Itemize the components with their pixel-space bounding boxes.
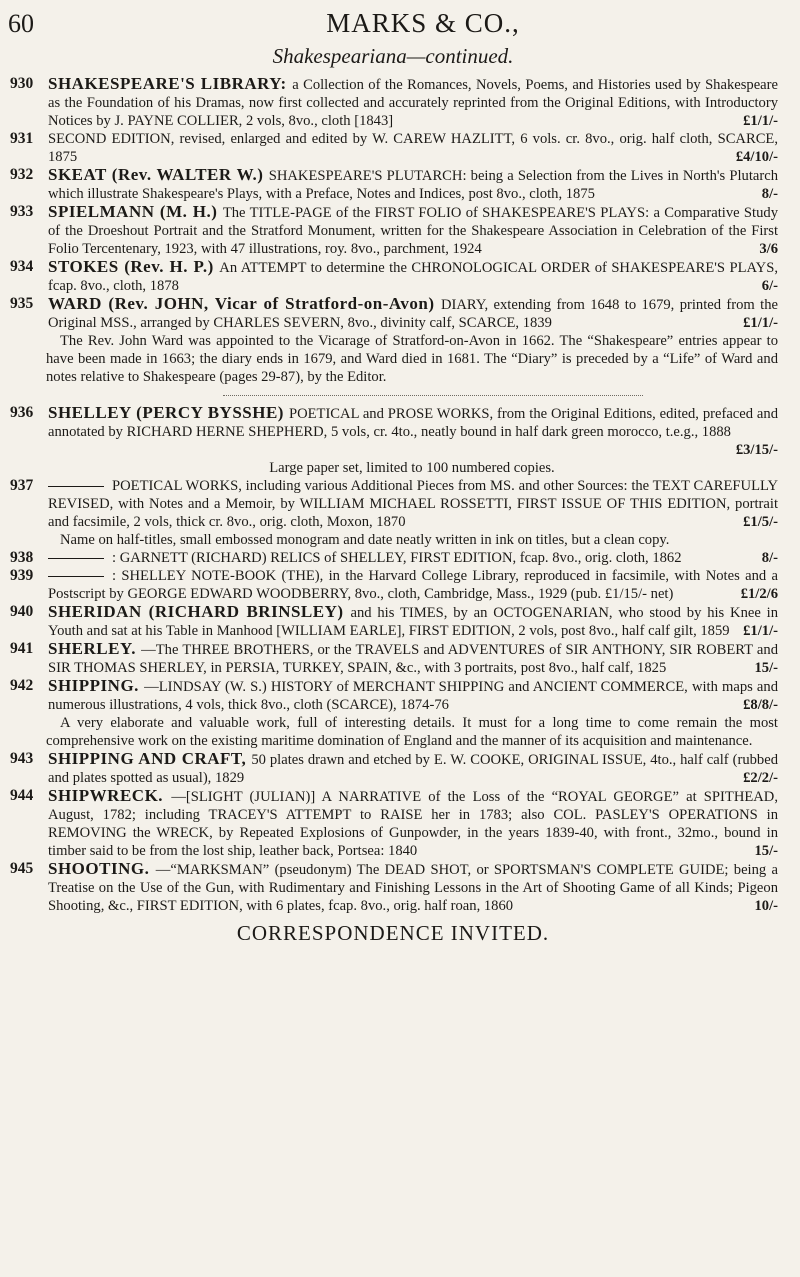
catalogue-entry xyxy=(8,640,778,677)
section-divider xyxy=(8,386,778,404)
lot-number: 942 xyxy=(10,677,34,694)
entry-heading: SHERIDAN (RICHARD BRINSLEY) xyxy=(48,602,351,621)
catalogue-entry xyxy=(8,567,778,603)
lot-number: 943 xyxy=(10,750,34,767)
entry-price: 6/- xyxy=(761,278,778,294)
catalogue-entry xyxy=(8,787,778,860)
entry-price: 15/- xyxy=(754,843,778,859)
catalogue-entry xyxy=(8,258,778,295)
entry-price: 10/- xyxy=(754,898,778,914)
entry-note: Name on half-titles, small embossed monogram and date neatly written in ink on titles, but a clean copy. xyxy=(60,532,670,548)
entry-heading: STOKES (Rev. H. P.) xyxy=(48,257,220,276)
entry-heading: SHAKESPEARE'S LIBRARY: xyxy=(48,74,293,93)
entry-heading: SHIPPING. xyxy=(48,676,145,695)
ditto-rule xyxy=(48,558,104,559)
entry-heading: SHERLEY. xyxy=(48,639,142,658)
lot-number: 932 xyxy=(10,166,34,183)
entry-text xyxy=(48,203,778,258)
entry-description: : GARNETT (RICHARD) RELICS of SHELLEY, FIRST EDITION, fcap. 8vo., orig. cloth, 1862 xyxy=(112,550,682,566)
entry-heading: SHELLEY (PERCY BYSSHE) xyxy=(48,403,289,422)
entry-price: 8/- xyxy=(761,550,778,566)
catalogue-entry xyxy=(8,860,778,915)
entry-price: 15/- xyxy=(754,660,778,676)
entry-description: —[SLIGHT (JULIAN)] A NARRATIVE of the Loss of the “ROYAL GEORGE” at SPITHEAD, August, 1782; including TRACEY'S ATTEMPT to RAISE her in 1783; also COL. PASLEY'S OPERATIONS in REMOVING the WRECK, by Repeated Explosions of Gunpowder, in the years 1839-40, with front., 32mo., bound in timber said to be from the lost ship, leather back, Portsea: 1840 xyxy=(48,789,778,859)
catalogue-entry xyxy=(8,130,778,166)
entry-price: £1/1/- xyxy=(743,623,778,639)
section-title: Shakespeariana—continued. xyxy=(272,44,514,68)
entry-description: DIARY, extending from 1648 to 1679, printed from the Original MSS., arranged by CHARLES SEVERN, 8vo., divinity calf, SCARCE, 1839 xyxy=(48,297,778,331)
lot-number: 933 xyxy=(10,203,34,220)
catalogue-entry xyxy=(8,603,778,640)
lot-number: 940 xyxy=(10,603,34,620)
entry-text xyxy=(48,258,778,295)
entry-text xyxy=(48,640,778,677)
running-head xyxy=(8,8,778,42)
entry-description: The TITLE-PAGE of the FIRST FOLIO of SHAKESPEARE'S PLAYS: a Comparative Study of the Droeshout Portrait and the Stratford Monument, written for the Shakespeare Association in Celebration of the First Folio Tercentenary, 1923, with 47 illustrations, roy. 8vo., parchment, 1924 xyxy=(48,205,778,257)
entry-description: —LINDSAY (W. S.) HISTORY of MERCHANT SHIPPING and ANCIENT COMMERCE, with maps and numerous illustrations, 4 vols, thick 8vo., cloth (SCARCE), 1874-76 xyxy=(48,679,778,713)
catalogue-entry xyxy=(8,295,778,332)
lot-number: 931 xyxy=(10,130,34,147)
entry-text xyxy=(48,477,778,531)
entry-text xyxy=(48,787,778,860)
entry-description: and his TIMES, by an OCTOGENARIAN, who stood by his Knee in Youth and sat at his Table in Manhood [WILLIAM EARLE], FIRST EDITION, 2 vols, post 8vo., half calf gilt, 1859 xyxy=(48,605,779,639)
entry-note: A very elaborate and valuable work, full of interesting details. It must for a long time to come remain the most comprehensive work on the existing maritime domination of England and the manner of its acquisition and maintenance. xyxy=(46,715,778,749)
catalogue-entry xyxy=(8,166,778,203)
entry-heading: SHIPPING AND CRAFT, xyxy=(48,749,252,768)
entry-description: An ATTEMPT to determine the CHRONOLOGICAL ORDER of SHAKESPEARE'S PLAYS, fcap. 8vo., cloth, 1878 xyxy=(48,260,778,294)
catalogue-entry xyxy=(8,549,778,567)
entry-description: —“MARKSMAN” (pseudonym) The DEAD SHOT, or SPORTSMAN'S COMPLETE GUIDE; being a Treatise on the Use of the Gun, with Rudimentary and Finishing Lessons in the Art of Shooting Game of all Kinds; Pigeon Shooting, &c., FIRST EDITION, with 6 plates, fcap. 8vo., orig. half roan, 1860 xyxy=(48,862,778,914)
entry-price: £8/8/- xyxy=(743,697,778,713)
lot-number: 941 xyxy=(10,640,34,657)
entry-price: £2/2/- xyxy=(743,770,778,786)
catalogue-entry xyxy=(8,404,778,459)
catalogue-entry xyxy=(8,477,778,531)
entry-text xyxy=(48,75,778,130)
lot-number: 937 xyxy=(10,477,34,494)
entry-heading: SHOOTING. xyxy=(48,859,156,878)
entry-description: 50 plates drawn and etched by E. W. COOKE, ORIGINAL ISSUE, 4to., half calf (rubbed and plates spotted as usual), 1829 xyxy=(48,752,778,786)
entry-price: 3/6 xyxy=(759,241,778,257)
entry-text xyxy=(48,677,778,714)
entry-note: Large paper set, limited to 100 numbered copies. xyxy=(269,460,555,476)
ditto-rule xyxy=(48,576,104,577)
lot-number: 934 xyxy=(10,258,34,275)
entry-heading: SHIPWRECK. xyxy=(48,786,172,805)
entry-text xyxy=(48,860,778,915)
entry-description: SHAKESPEARE'S PLUTARCH: being a Selection from the Lives in North's Plutarch which illustrate Shakespeare's Plays, with a Preface, Notes and Indices, post 8vo., cloth, 1875 xyxy=(48,168,778,202)
lot-number: 935 xyxy=(10,295,34,312)
lot-number: 930 xyxy=(10,75,34,92)
ditto-rule xyxy=(48,486,104,487)
page-number: 60 xyxy=(8,9,34,38)
lot-number: 938 xyxy=(10,549,34,566)
entry-note: The Rev. John Ward was appointed to the Vicarage of Stratford-on-Avon in 1662. The “Shakespeare” entries appear to have been made in 1663; the diary ends in 1679, and Ward died in 1681. The “Diary” is preceded by a “Life” of Ward and notes relative to Shakespeare (pages 29-87), by the Editor. xyxy=(46,333,778,385)
entry-price: £3/15/- xyxy=(735,442,778,458)
entry-description: SECOND EDITION, revised, enlarged and edited by W. CAREW HAZLITT, 6 vols. cr. 8vo., orig. half cloth, SCARCE, 1875 xyxy=(48,131,778,165)
entry-text xyxy=(48,404,778,459)
entry-text xyxy=(48,166,778,203)
entry-heading: SKEAT (Rev. WALTER W.) xyxy=(48,165,269,184)
entry-description: —The THREE BROTHERS, or the TRAVELS and ADVENTURES of SIR ANTHONY, SIR ROBERT and SIR THOMAS SHERLEY, in PERSIA, TURKEY, SPAIN, &c., with 3 portraits, post 8vo., half calf, 1825 xyxy=(48,642,779,676)
entry-price: £1/1/- xyxy=(743,315,778,331)
entry-text xyxy=(48,130,778,166)
lot-number: 936 xyxy=(10,404,34,421)
entry-description: POETICAL and PROSE WORKS, from the Original Editions, edited, prefaced and annotated by RICHARD HERNE SHEPHERD, 5 vols, cr. 4to., neatly bound in half dark green morocco, t.e.g., 1888 xyxy=(48,406,779,440)
entry-price: £1/2/6 xyxy=(740,586,778,602)
catalogue-entry xyxy=(8,75,778,130)
entry-text xyxy=(48,549,778,567)
entry-price: £1/5/- xyxy=(743,514,778,530)
catalogue-entry xyxy=(8,677,778,714)
running-title: MARKS & CO., xyxy=(326,8,520,38)
entry-description: POETICAL WORKS, including various Additional Pieces from MS. and other Sources: the TEXT CAREFULLY REVISED, with Notes and a Memoir, by WILLIAM MICHAEL ROSSETTI, FIRST ISSUE OF THIS EDITION, portrait and facsimile, 2 vols, thick cr. 8vo., orig. cloth, Moxon, 1870 xyxy=(48,478,778,530)
footer-note: CORRESPONDENCE INVITED. xyxy=(236,921,550,945)
entry-description: a Collection of the Romances, Novels, Poems, and Histories used by Shakespeare as the Foundation of his Dramas, now first collected and accurately reprinted from the Original Editions, with Introductory Notices by J. PAYNE COLLIER, 2 vols, 8vo., cloth [1843] xyxy=(48,77,778,129)
entry-description: : SHELLEY NOTE-BOOK (THE), in the Harvard College Library, reproduced in facsimile, with Notes and a Postscript by GEORGE EDWARD WOODBERRY, 8vo., cloth, Cambridge, Mass., 1929 (pub. £1/15/- net) xyxy=(48,568,778,602)
entry-price: £4/10/- xyxy=(735,149,778,165)
lot-number: 945 xyxy=(10,860,34,877)
lot-number: 944 xyxy=(10,787,34,804)
entry-price: £1/1/- xyxy=(743,113,778,129)
entry-text xyxy=(48,567,778,603)
lot-number: 939 xyxy=(10,567,34,584)
entry-text xyxy=(48,295,778,332)
catalogue-entry xyxy=(8,203,778,258)
entry-heading: SPIELMANN (M. H.) xyxy=(48,202,223,221)
entry-heading: WARD (Rev. JOHN, Vicar of Stratford-on-Avon) xyxy=(48,294,441,313)
catalogue-entry xyxy=(8,750,778,787)
entry-text xyxy=(48,603,778,640)
entry-text xyxy=(48,750,778,787)
catalogue-entries xyxy=(8,75,778,915)
entry-price: 8/- xyxy=(761,186,778,202)
